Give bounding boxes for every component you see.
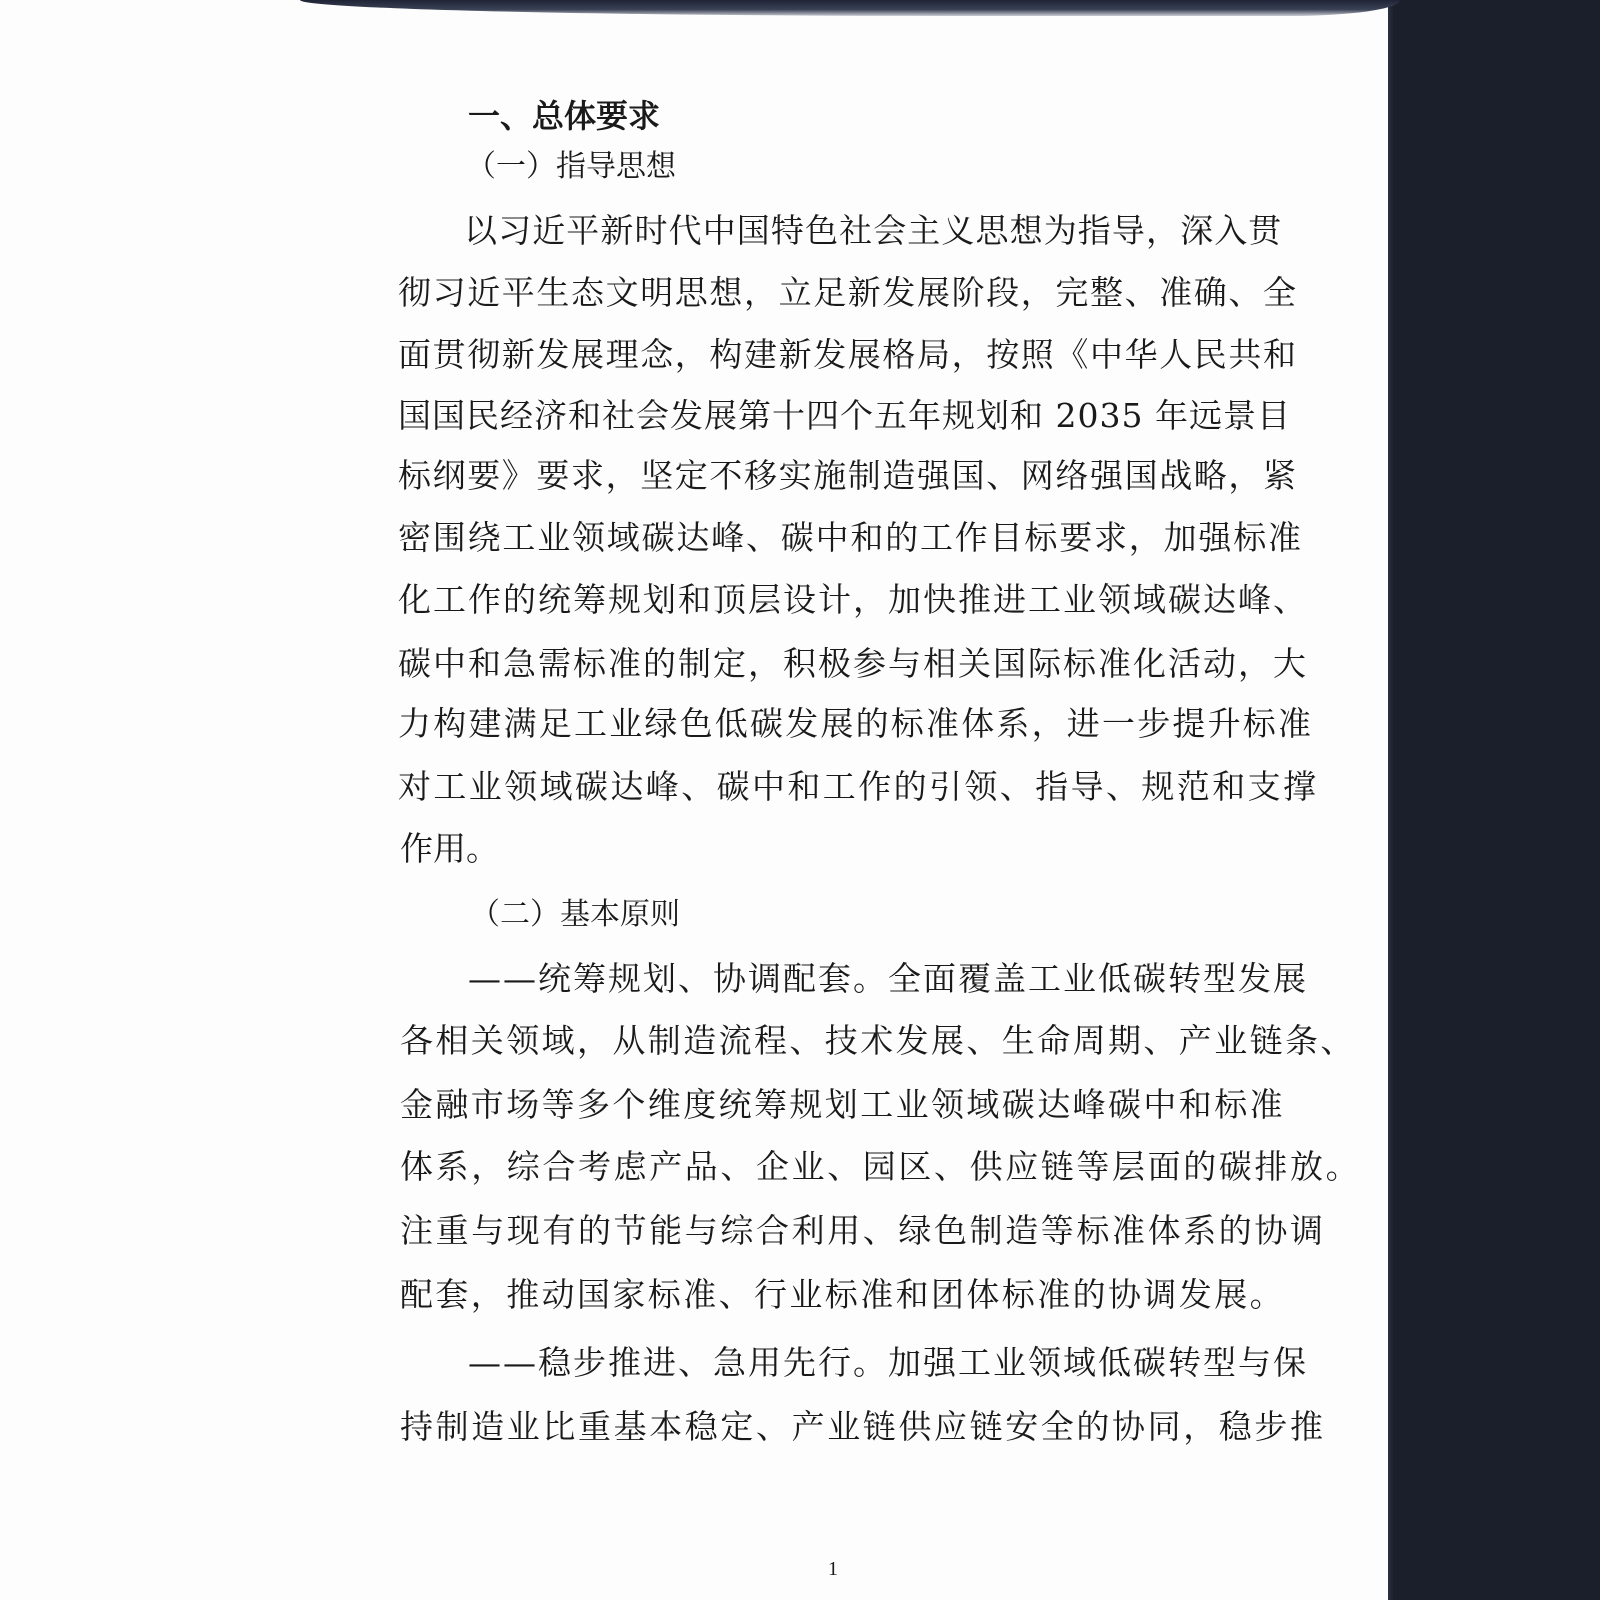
paragraph-line: 彻习近平生态文明思想，立足新发展阶段，完整、准确、全 [398, 273, 1298, 312]
paragraph-line: 力构建满足工业绿色低碳发展的标准体系，进一步提升标准 [398, 704, 1314, 743]
paragraph-line: 国国民经济和社会发展第十四个五年规划和 2035 年远景目 [398, 396, 1291, 435]
paragraph-line: 以习近平新时代中国特色社会主义思想为指导，深入贯 [464, 211, 1283, 250]
paragraph-line: 对工业领域碳达峰、碳中和工作的引领、指导、规范和支撑 [398, 767, 1319, 806]
paragraph-line: 密围绕工业领域碳达峰、碳中和的工作目标要求，加强标准 [398, 518, 1303, 557]
paragraph-line: 持制造业比重基本稳定、产业链供应链安全的协同，稳步推 [400, 1407, 1326, 1446]
scan-background-edge [1388, 0, 1600, 1600]
paragraph-line: 作用。 [400, 829, 499, 868]
paragraph-line: 各相关领域，从制造流程、技术发展、生命周期、产业链条、 [400, 1021, 1356, 1060]
paragraph-line: 化工作的统筹规划和顶层设计，加快推进工业领域碳达峰、 [398, 580, 1308, 619]
paragraph-line: 面贯彻新发展理念，构建新发展格局，按照《中华人民共和 [398, 335, 1298, 374]
paragraph-line: ——稳步推进、急用先行。加强工业领域低碳转型与保 [468, 1343, 1308, 1382]
paragraph-line: ——统筹规划、协调配套。全面覆盖工业低碳转型发展 [468, 959, 1308, 998]
paragraph-line: 标纲要》要求，坚定不移实施制造强国、网络强国战略，紧 [398, 456, 1298, 495]
paragraph-line: 体系，综合考虑产品、企业、园区、供应链等层面的碳排放。 [400, 1147, 1362, 1186]
paragraph-line: 金融市场等多个维度统筹规划工业领域碳达峰碳中和标准 [400, 1085, 1285, 1124]
paragraph-line: 注重与现有的节能与综合利用、绿色制造等标准体系的协调 [400, 1211, 1326, 1250]
subsection-heading-basic-principles: （二）基本原则 [470, 897, 680, 932]
subsection-heading-guiding-ideology: （一）指导思想 [466, 149, 676, 184]
paragraph-line: 配套，推动国家标准、行业标准和团体标准的协调发展。 [400, 1275, 1285, 1314]
section-heading: 一、总体要求 [468, 97, 661, 135]
paragraph-line: 碳中和急需标准的制定，积极参与相关国际标准化活动，大 [398, 644, 1308, 683]
page-number: 1 [828, 1558, 838, 1580]
